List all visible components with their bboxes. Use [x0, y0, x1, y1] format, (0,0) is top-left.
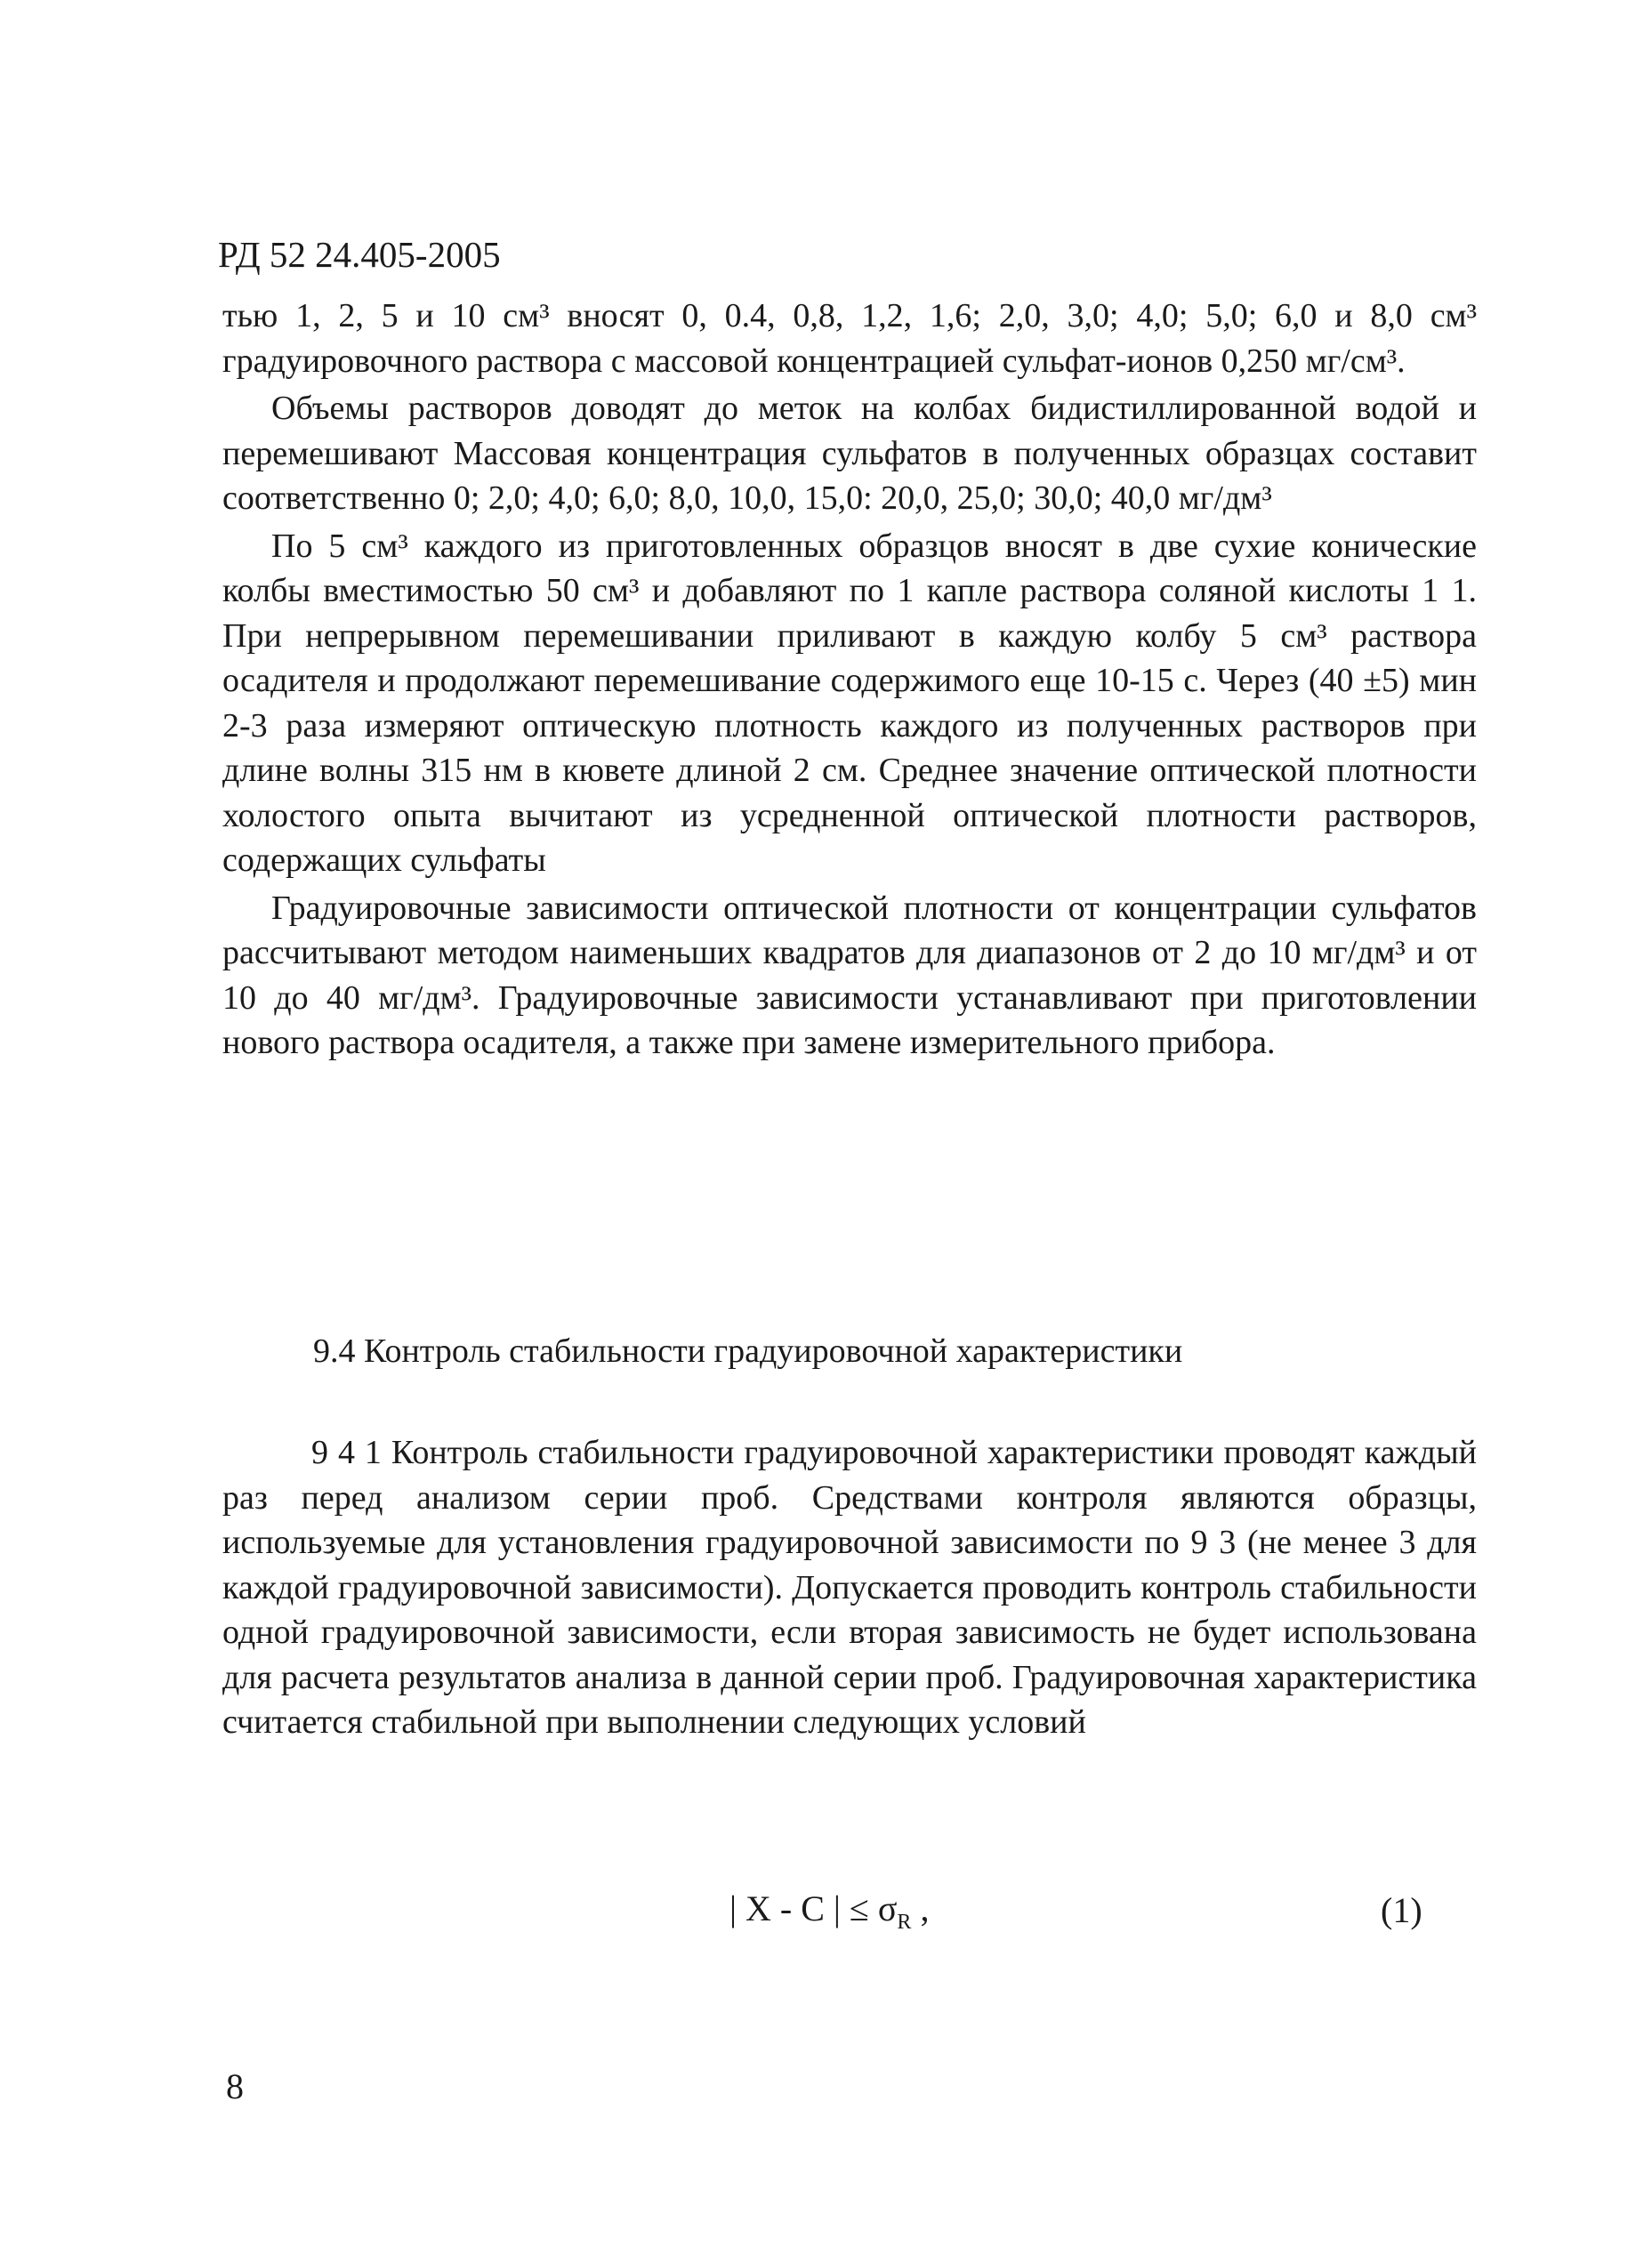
paragraph-2: Объемы растворов доводят до меток на колбах бидистиллированной водой и перемешивают Массовая концентрация сульфатов в полученных образцах составит соответственно 0; 2,0; 4,0; 6,0; 8,0, 10,0, 15,0: 20,0, 25,0; 30,0; 40,0 мг/дм³ [222, 390, 1477, 517]
page-number: 8 [226, 2066, 244, 2106]
body-text [222, 294, 1477, 1068]
subsection-title: 9.4 Контроль стабильности градуировочной характеристики [313, 1332, 1183, 1370]
paragraph-5: 9 4 1 Контроль стабильности градуировочной характеристики проводят каждый раз перед анализом серии проб. Средствами контроля являются образцы, используемые для установления градуировочной зависимости по 9 3 (не менее 3 для каждой градуировочной зависимости). Допускается проводить контроль стабильности одной градуировочной зависимости, если вторая зависимость не будет использована для расчета результатов анализа в данной серии проб. Градуировочная характеристика считается стабильной при выполнении следующих условий [222, 1434, 1477, 1741]
formula-tail: , [911, 1888, 930, 1928]
paragraph-1: тью 1, 2, 5 и 10 см³ вносят 0, 0.4, 0,8, 1,2, 1,6; 2,0, 3,0; 4,0; 5,0; 6,0 и 8,0 см³ градуировочного раствора с массовой концентрацией сульфат-ионов 0,250 мг/см³. [222, 297, 1477, 380]
body-text-2 [222, 1430, 1477, 1748]
document-header: РД 52 24.405-2005 [218, 234, 501, 275]
formula [729, 1888, 930, 1934]
formula-subscript: R [897, 1911, 912, 1934]
formula-main: | X - C | ≤ σ [729, 1888, 898, 1928]
formula-number: (1) [1381, 1890, 1422, 1930]
paragraph-4: Градуировочные зависимости оптической плотности от концентрации сульфатов рассчитывают методом наименьших квадратов для диапазонов от 2 до 10 мг/дм³ и от 10 до 40 мг/дм³. Градуировочные зависимости устанавливают при приготовлении нового раствора осадителя, а также при замене измерительного прибора. [222, 889, 1477, 1061]
paragraph-3: По 5 см³ каждого из приготовленных образцов вносят в две сухие конические колбы вместимостью 50 см³ и добавляют по 1 капле раствора соляной кислоты 1 1. При непрерывном перемешивании приливают в каждую колбу 5 см³ раствора осадителя и продолжают перемешивание содержимого еще 10-15 с. Через (40 ±5) мин 2-3 раза измеряют оптическую плотность каждого из полученных растворов при длине волны 315 нм в кювете длиной 2 см. Среднее значение оптической плотности холостого опыта вычитают из усредненной оптической плотности растворов, содержащих сульфаты [222, 527, 1477, 879]
